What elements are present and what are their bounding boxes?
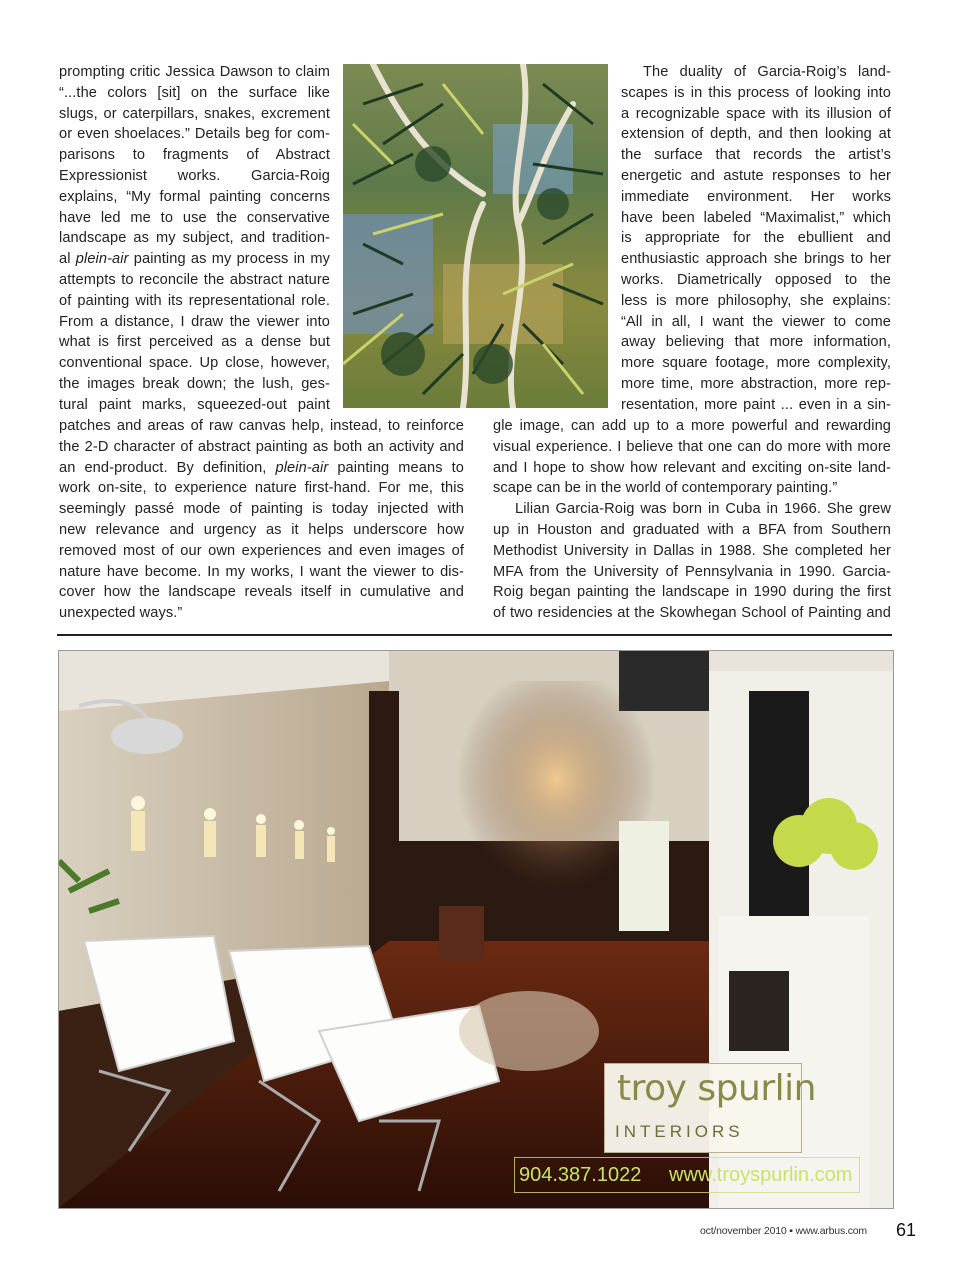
article-line: is appropriate for the ebullient and bbox=[621, 230, 891, 247]
article-line: have been labeled “Maximalist,” which bbox=[621, 209, 891, 226]
article-line: conventional space. Up close, however, bbox=[59, 355, 330, 372]
article-line: explains, “My formal painting concerns bbox=[59, 188, 330, 205]
article-line: nature have become. In my works, I want the viewer to dis- bbox=[59, 563, 464, 580]
ad-brand-name: troy spurlin bbox=[617, 1068, 816, 1109]
article-line: “...the colors [sit] on the surface like bbox=[59, 84, 330, 101]
article-line: work on-site, to experience nature first-hand. For me, this bbox=[59, 480, 464, 497]
article-column-right-bottom bbox=[493, 416, 891, 624]
article-line: away believing that more information, bbox=[621, 334, 891, 351]
article-line: Lilian Garcia-Roig was born in Cuba in 1966. She grew bbox=[515, 501, 891, 518]
article-line: immediate environment. Her works bbox=[621, 188, 891, 205]
ad-phone-number: 904.387.1022 bbox=[519, 1164, 642, 1186]
article-line: more square footage, more complexity, bbox=[621, 355, 891, 372]
article-line: tural paint marks, squeezed-out paint bbox=[59, 396, 330, 413]
article-line: visual experience. I believe that one can do more with more bbox=[493, 438, 891, 455]
article-line: up in Houston and graduated with a BFA from Southern bbox=[493, 521, 891, 538]
article-line: enthusiastic approach she brings to her bbox=[621, 251, 891, 268]
ad-website-link[interactable]: www.troyspurlin.com bbox=[669, 1164, 853, 1186]
article-line: From a distance, I draw the viewer into bbox=[59, 313, 330, 330]
article-line: prompting critic Jessica Dawson to claim bbox=[59, 64, 330, 80]
article-column-left-top bbox=[59, 62, 330, 416]
article-line: “All in all, I want the viewer to come bbox=[621, 313, 891, 330]
article-line: The duality of Garcia-Roig’s land- bbox=[643, 64, 891, 80]
article-line: resentation, more paint ... even in a sin- bbox=[621, 396, 891, 413]
article-line: cover how the landscape reveals itself in cumulative and bbox=[59, 584, 464, 601]
article-line: Roig began painting the landscape in 1990 during the first bbox=[493, 584, 891, 601]
article-line: scapes is in this process of looking into bbox=[621, 84, 891, 101]
article-line: attempts to reconcile the abstract nature bbox=[59, 271, 330, 288]
ad-brand-subtitle: INTERIORS bbox=[615, 1122, 744, 1141]
article-line: the 2-D character of abstract painting as both an activity and bbox=[59, 438, 464, 455]
page-number: 61 bbox=[896, 1220, 917, 1240]
painting-image bbox=[343, 64, 608, 408]
article-line: works. Diametrically opposed to the bbox=[621, 271, 891, 288]
article-line: more time, more abstraction, more rep- bbox=[621, 375, 891, 392]
troy-spurlin-advertisement bbox=[58, 650, 894, 1209]
article-line: parisons to fragments of Abstract bbox=[59, 147, 330, 164]
article-line: removed most of our own experiences and even images of bbox=[59, 542, 464, 559]
footer-issue-info: oct/november 2010 ▪ www.arbus.com bbox=[700, 1225, 867, 1237]
article-line: landscape as my subject, and tradition- bbox=[59, 230, 330, 247]
article-line: extension of depth, and then looking at bbox=[621, 126, 891, 143]
article-line: an end-product. By definition, plein-air painting means to bbox=[59, 459, 464, 476]
article-line: or even shoelaces.” Details beg for com- bbox=[59, 126, 330, 143]
article-line: scape can be in the world of contemporary painting.” bbox=[493, 480, 838, 497]
article-line: Expressionist works. Garcia-Roig bbox=[59, 167, 330, 184]
article-line: have led me to use the conservative bbox=[59, 209, 330, 226]
section-divider bbox=[57, 634, 892, 636]
article-column-right-top bbox=[621, 62, 891, 416]
article-line: gle image, can add up to a more powerful and rewarding bbox=[493, 418, 891, 434]
article-line: slugs, or caterpillars, snakes, excrement bbox=[59, 105, 330, 122]
article-line: and I hope to show how relevant and exciting on-site land- bbox=[493, 459, 891, 476]
article-line: seemingly passé mode of painting is today injected with bbox=[59, 501, 464, 518]
article-line: energetic and astute responses to her bbox=[621, 167, 891, 184]
article-line: MFA from the University of Pennsylvania in 1990. Garcia- bbox=[493, 563, 891, 580]
article-line: the surface that records the artist’s bbox=[621, 147, 891, 164]
article-line: patches and areas of raw canvas help, instead, to reinforce bbox=[59, 418, 464, 434]
article-line: al plein-air painting as my process in my bbox=[59, 251, 330, 268]
troy-spurlin-logo bbox=[604, 1063, 816, 1153]
article-line: Methodist University in Dallas in 1988. She completed her bbox=[493, 542, 891, 559]
article-line: the images break down; the lush, ges- bbox=[59, 375, 330, 392]
article-column-left-bottom bbox=[59, 416, 464, 624]
article-line: less is more philosophy, she explains: bbox=[621, 292, 891, 309]
article-line: a recognizable space with its illusion of bbox=[621, 105, 891, 122]
ad-contact-box bbox=[514, 1157, 860, 1193]
article-line: unexpected ways.” bbox=[59, 605, 183, 622]
article-line: of two residencies at the Skowhegan School of Painting and bbox=[493, 605, 891, 622]
article-line: of painting with its representational role. bbox=[59, 292, 330, 309]
article-line: what is first perceived as a dense but bbox=[59, 334, 330, 351]
article-line: new relevance and urgency as it helps underscore how bbox=[59, 521, 464, 538]
